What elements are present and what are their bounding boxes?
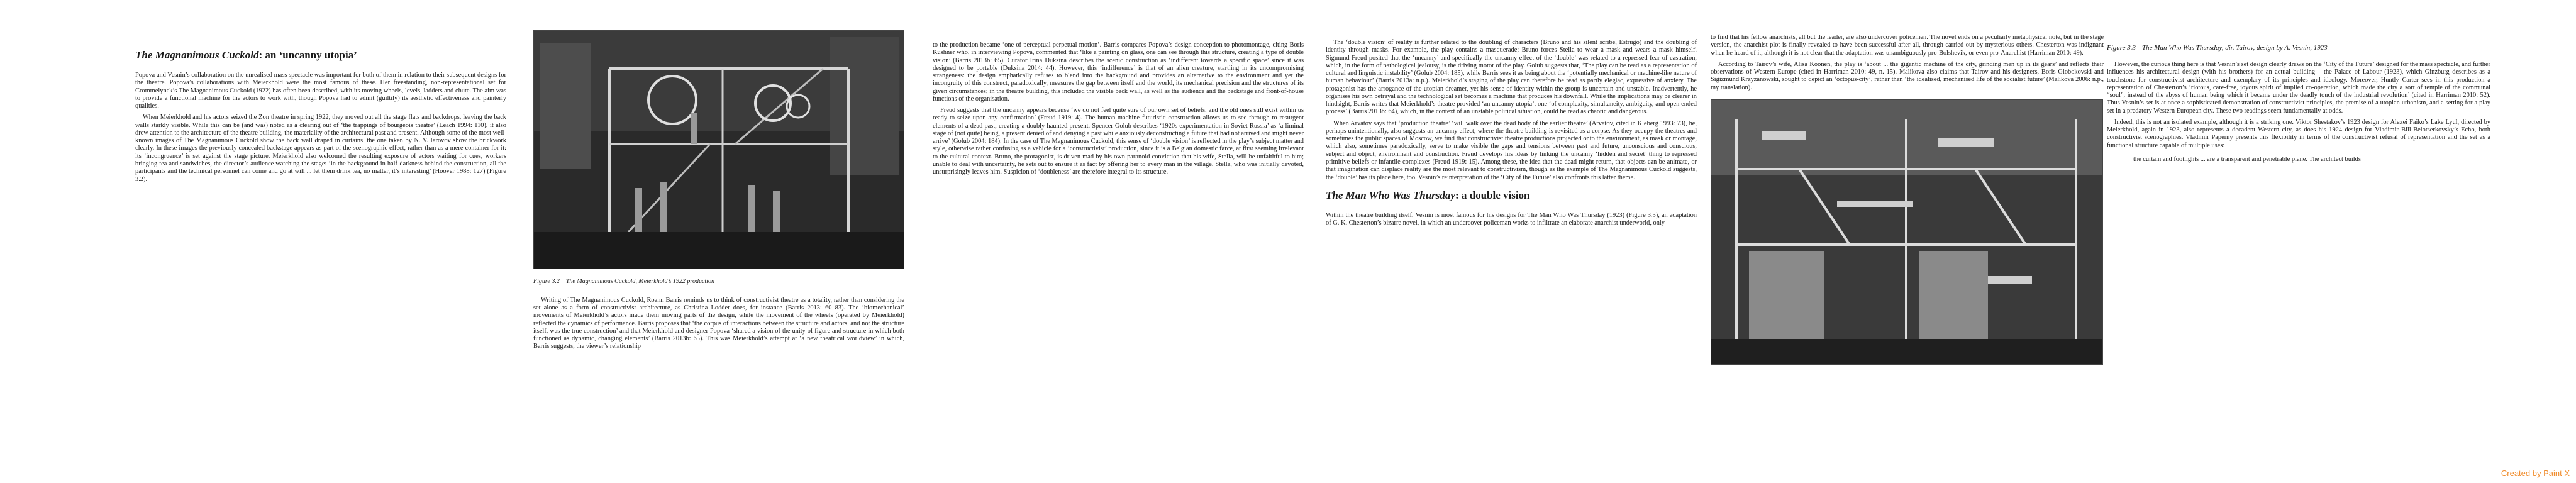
page-1 <box>135 49 506 452</box>
figure-photo-thursday <box>1711 99 2103 365</box>
paragraph: Indeed, this is not an isolated example, although it is a striking one. Viktor Shestakov’s 1923 design for Alexei Faiko’s Lake Lyul, directed by Meierkhold, again in 1923, also represents a decadent Western city, as does his 1924 design for Vladimir Bill-Belotserkovsky’s Echo, both constructivist scenographies. Vladimir Paperny presents this flexibility in terms of the constructivist refusal of representation and the set as a functional structure capable of multiple uses: <box>2107 118 2490 149</box>
city-set-image <box>1711 100 2102 364</box>
figure-caption: Figure 3.3 The Man Who Was Thursday, dir. Tairov, design by A. Vesnin, 1923 <box>2107 44 2328 52</box>
paragraph: Popova and Vesnin’s collaboration on the unrealised mass spectacle was important for both of them in relation to their subsequent designs for the theatre. Popova’s collaborations with Meierkhold were the most famous of these. Her freestanding, non-representational set for Crommelynck’s The Magnanimous Cuckold (1922) has often been described, with its moving wheels, levels, ladders and chute. The aim was to provide a functional machine for the actors to work with, though Popova had to admit (guiltily) its aesthetic effectiveness and painterly qualities. <box>135 72 506 110</box>
page-2 <box>533 30 904 433</box>
section-heading: The Man Who Was Thursday: a double vision <box>1326 189 1530 201</box>
paragraph: When Meierkhold and his actors seized the Zon theatre in spring 1922, they moved out all the stage flats and backdrops, leaving the back walls starkly visible. While this can be (and was) noted as a clearing out of ‘the trappings of bourgeois theatre’ (Leach 1994: 110), it also drew attention to the architecture of the theatre building, the materiality of the architectural past and present. Although some of the most well-known images of The Magnanimous Cuckold show the back wall draped in curtains, the one taken by N. V. Iarovov show the brickwork clearly. In these images the previously concealed backstage appears as part of the scenographic effect, rather than as a mere container for it: its ‘incongruence’ is set against the stage picture. Meierkhold also welcomed the resulting exposure of actors waiting for cues, workers bringing tea and sandwiches, the director’s audience watching the stage: ‘in the background in half-darkness behind the construction, all the participants and the technical personnel can come and go at will ... let them drink tea, no matter, it’s interesting’ (Hoover 1988: 127) (Figure 3.2). <box>135 114 506 183</box>
figure-caption: Figure 3.2 The Magnanimous Cuckold, Meierkhold’s 1922 production <box>533 278 714 285</box>
stage-set-image <box>534 31 904 269</box>
paragraph: When Arvatov says that ‘production theatre’ ‘will walk over the dead body of the earlier theatre’ (Arvatov, cited in Kleberg 1993: 73), he, perhaps unintentionally, also suggests an uncanny effect, where the theatre building is revisited as a corpse. As they occupy the theatres and sometimes the public spaces of Moscow, we find that constructivist theatre productions projected onto the environment, as mask or montage, which also, sometimes paradoxically, serve to make visible the gaps and tensions between past and future, unconscious and conscious, subject and object, environment and construction. Freud develops his ideas by linking the uncanny ‘hidden and secret’ thing to repressed primitive beliefs or infantile complexes (Freud 1919: 15). Among these, the idea that the dead might return, that objects can be animate, or that imagination can displace reality are the most relevant to constructivism, though as the example of The Magnanimous Cuckold suggests, the ‘double’ has its place here, too. Vesnin’s reinterpretation of the ‘City of the Future’ also confronts this latter theme. <box>1326 119 1697 181</box>
paragraph: However, the curious thing here is that Vesnin’s set design clearly draws on the ‘City of the Future’ designed for the mass spectacle, and further influences his architectural design (with his brothers) for an actual building – the Palace of Labour (1923), which Ginzburg describes as a touchstone for constructivist architecture and exemplary of its principles and ideology. Moreover, Huntly Carter sees in this production a representation of Chesterton’s ‘riotous, care-free, joyous spirit of implied co-operation, which made the city a sort of temple of the communal “soul”, instead of the abyss of human being which it became under the deadly touch of the industrial revolution’ (cited in Harriman 2010: 52). Thus Vesnin’s set is at once a sophisticated demonstration of constructivist principles, the premise of a utopian urbanism, and a setting for a play set in a predatory Western European city. These two readings seem fundamentally at odds. <box>2107 60 2490 114</box>
block-quote: the curtain and footlights ... are a transparent and penetrable plane. The architect builds <box>2133 155 2361 163</box>
paragraph: to find that his fellow anarchists, all but the leader, are also undercover policemen. The novel ends on a peculiarly metaphysical note, but in the stage version, the anarchist plot is finally revealed to have been successful after all, through carried out by mysterious others. Chesterton was indignant when he heard of it, although it is not clear that the adaptation was unambiguously pro-Bolshevik, or even pro-Anarchist (Harriman 2010: 49). <box>1711 34 2104 57</box>
paragraph: Writing of The Magnanimous Cuckold, Roann Barris reminds us to think of constructivist theatre as a totality, rather than considering the set alone as a form of constructivist architecture, as Christina Lodder does, for instance (Barris 2013: 60–83). The ‘biomechanical’ movements of Meierkhold’s actors made them moving parts of the design, while the movement of the wheels (operated by Meierkhold) reflected the dynamics of performance. Barris proposes that ‘the corpus of interactions between the structure and actors, and not the structure itself, was the true construction’ and that Meierkhold and designer Popova ‘shared a vision of the unity of figure and structure in which both functioned as dynamic, changing elements’ (Barris 2013b: 65). This was Meierkhold’s attempt at ‘a new theatrical worldview’ in which, Barris suggests, the viewer’s relationship <box>533 296 904 350</box>
page-3 <box>933 42 1304 444</box>
paragraph: to the production became ‘one of perceptual perpetual motion’. Barris compares Popova’s design conception to photomontage, citing Boris Kushner who, in interviewing Popova, commented that ‘like a painting on glass, one can see through this structure, creating a type of double vision’ (Barris 2013b: 65). Curator Irina Duksina describes the scenic construction as ‘indifferent towards a specific space’ since it was designed to be portable (Duksina 2014: 44). However, this ‘indifference’ is that of an alien creature, startling in its uncompromising strangeness: the design emphatically refuses to blend into the background and provides an alternative to the environment and yet the incongruity of this construct, paradoxically, measures the gap between itself and the world, its mechanical precision and the structures of its given circumstances; in the theatre building, this included the visible back wall, as well as the audience and the backstage and front-of-house functions of the organisation. <box>933 42 1304 103</box>
paragraph: Within the theatre building itself, Vesnin is most famous for his designs for The Man Who Was Thursday (1923) (Figure 3.3), an adaptation of G. K. Chesterton’s bizarre novel, in which an undercover policeman works to infiltrate an elaborate anarchist underworld, only <box>1326 211 1697 227</box>
page-4 <box>1326 39 1697 441</box>
section-heading: The Magnanimous Cuckold: an ‘uncanny utopia’ <box>135 49 357 61</box>
page-6 <box>2107 44 2490 447</box>
paragraph: Freud suggests that the uncanny appears because ‘we do not feel quite sure of our own set of beliefs, and the old ones still exist within us ready to seize upon any confirmation’ (Freud 1919: 4). The human-machine futuristic construction allows us to see through to resurgent elements of a dead past, creating a doubly haunted present. Spencer Golub describes ‘1920s experimentation in Soviet Russia’ as ‘a liminal stage of (not quite) being, a present denied of and denying a past while anxiously deconstructing a future that had not arrived and might never arrive’ (Golub 2004: 184). In the case of The Magnanimous Cuckold, this sense of ‘double vision’ is reflected in the play’s subject matter and style, otherwise rather confusing as a vehicle for a ‘constructivist’ production, since it is a Belgian domestic farce, at first seeming irrelevant to the cultural context. Bruno, the protagonist, is driven mad by his own paranoid conviction that his wife, Stella, will be unfaithful to him; unable to deal with uncertainty, he sets out to ensure it as fact by offering her to every man in the village. Stella, who was initially devoted, unsurprisingly leaves him. Suspicion of ‘doubleness’ are therefore integral to its structure. <box>933 107 1304 176</box>
paragraph: According to Tairov’s wife, Alisa Koonen, the play is ‘about ... the gigantic machine of the city, grinding men up in its gears’ and reflects their observations of Western Europe (cited in Harriman 2010: 49, n. 15). Malikova also claims that Tairov and his designers, Boris Globokovski and Sigizmund Krzyzanowski, sought to depict an ‘octopus-city’, rather than ‘the idealised, mechanised life of the socialist future’ (Malikova 2006: n.p., my translation). <box>1711 60 2104 91</box>
paragraph: The ‘double vision’ of reality is further related to the doubling of characters (Bruno and his silent scribe, Estrugo) and the doubling of identity through masks. For example, the play contains a masquerade; Bruno forces Stella to wear a mask and wears a mask himself. Sigmund Freud posited that the ‘uncanny’ and specifically the uncanny effect of the ‘double’ was related to a repressed fear of castration, which, in the form of pathological jealousy, is the driving motor of the play. Golub suggests that, ‘The play can be read as a representation of cultural and linguistic instability’ (Golub 2004: 185), while Barris sees it as being about the ‘potentially mechanical or machine-like nature of human behaviour’ (Barris 2013a: n.p.). Meierkhold’s staging of the play can therefore be read as partly elegiac, expressive of anxiety. The protagonist has the arrogance of the utopian dreamer, yet his sense of identity within the group is uncertain and unstable. Inadvertently, he organises his own betrayal and the technological set becomes a machine that produces his downfall. While the implications may be clearer in hindsight, Barris writes that Meierkhold’s theatre provided ‘an uncanny utopia’, one ‘of complexity, simultaneity, ambiguity, and open ended process’ (Barris 2013b: 64), which, in the context of an unstable political situation, could be read as chaotic and dangerous. <box>1326 39 1697 116</box>
page-5 <box>1711 34 2104 436</box>
credit-watermark: Created by Paint X <box>2501 469 2570 478</box>
figure-photo-cuckold <box>533 30 904 269</box>
